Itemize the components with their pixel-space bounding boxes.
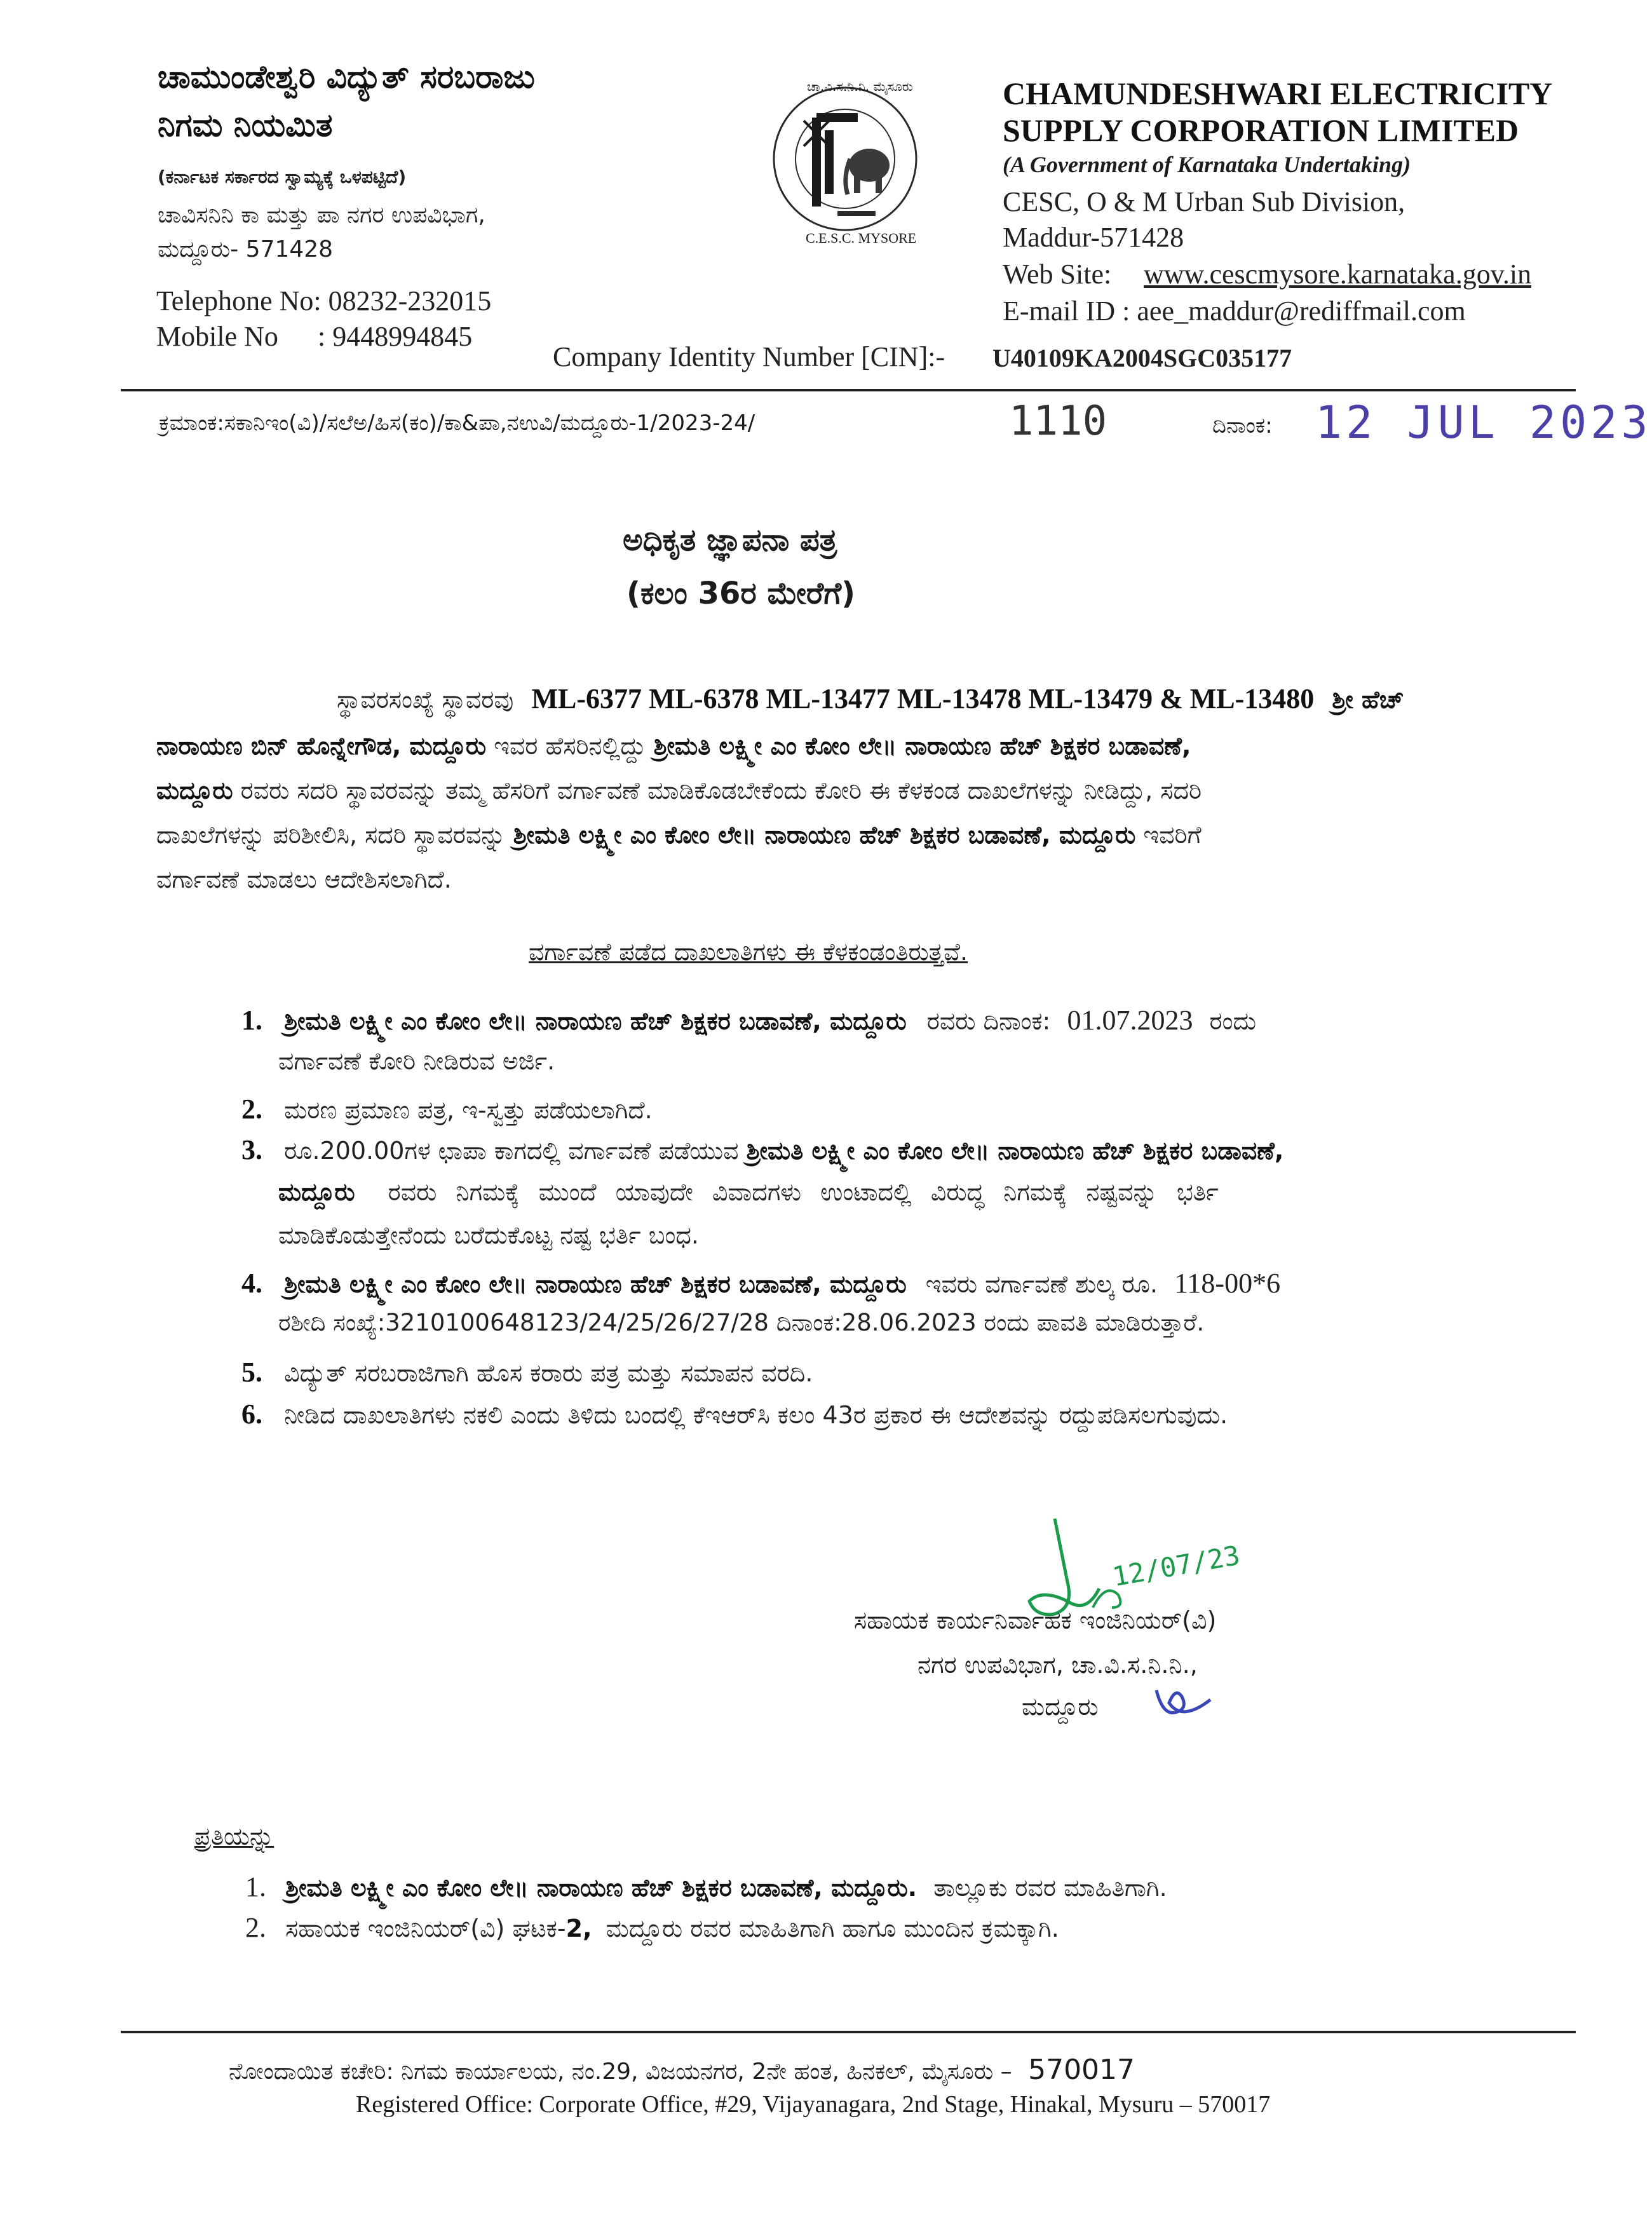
- logo-top-text: ಚಾ.ವಿ.ಸ.ನಿ.ನಿ. ಮೈಸೂರು: [807, 79, 913, 94]
- kn-office-line2: ಮದ್ದೂರು- 571428: [158, 236, 334, 262]
- en-office-line1: CESC, O & M Urban Sub Division,: [1003, 186, 1405, 217]
- en-company-name-line1: CHAMUNDESHWARI ELECTRICITY: [1003, 76, 1553, 111]
- mobile-label: Mobile No: [156, 321, 278, 352]
- list-item-bold: ಶ್ರೀಮತಿ ಲಕ್ಷ್ಮೀ ಎಂ ಕೋಂ ಲೇ॥ ನಾರಾಯಣ ಹೆಚ್ ಶಿಕ್ಷಕರ ಬಡಾವಣೆ, ಮದ್ದೂರು: [284, 1007, 907, 1035]
- initials-icon: [1150, 1677, 1220, 1728]
- list-item-bold: ಶ್ರೀಮತಿ ಲಕ್ಷ್ಮೀ ಎಂ ಕೋಂ ಲೇ॥ ನಾರಾಯಣ ಹೆಚ್ ಶಿಕ್ಷಕರ ಬಡಾವಣೆ, ಮದ್ದೂರು.: [285, 1874, 917, 1902]
- body-line-2: [156, 724, 1191, 768]
- list-item-bold: 2,: [565, 1914, 592, 1942]
- list-item: [241, 1134, 1283, 1166]
- list-item-continuation: ರಶೀದಿ ಸಂಖ್ಯೆ:3210100648123/24/25/26/27/28 ದಿನಾಂಕ:28.06.2023 ರಂದು ಪಾವತಿ ಮಾಡಿರುತ್ತಾರೆ.: [278, 1309, 1205, 1336]
- list-item-continuation: ವರ್ಗಾವಣೆ ಕೋರಿ ನೀಡಿರುವ ಅರ್ಜಿ.: [278, 1047, 555, 1075]
- list-item-text: ಮರಣ ಪ್ರಮಾಣ ಪತ್ರ, ಇ-ಸ್ವತ್ತು ಪಡೆಯಲಾಗಿದೆ.: [284, 1096, 653, 1124]
- list-item: [241, 1356, 813, 1388]
- list-item-text: ತಾಲ್ಲೂಕು ರವರ ಮಾಹಿತಿಗಾಗಿ.: [933, 1874, 1167, 1902]
- kn-company-name-line1: ಚಾಮುಂಡೇಶ್ವರಿ ವಿದ್ಯುತ್ ಸರಬರಾಜು: [158, 58, 535, 95]
- logo-bottom-text: C.E.S.C. MYSORE: [806, 230, 917, 246]
- list-item-text: ಇವರು ವರ್ಗಾವಣೆ ಶುಲ್ಕ ರೂ.: [925, 1270, 1158, 1298]
- header-divider: [121, 389, 1576, 391]
- signature-date: 12/07/23: [1110, 1539, 1243, 1593]
- list-item-bold: ಶ್ರೀಮತಿ ಲಕ್ಷ್ಮೀ ಎಂ ಕೋಂ ಲೇ॥ ನಾರಾಯಣ ಹೆಚ್ ಶಿಕ್ಷಕರ ಬಡಾವಣೆ, ಮದ್ದೂರು: [284, 1270, 907, 1298]
- body-text-segment: ದಾಖಲೆಗಳನ್ನು ಪರಿಶೀಲಿಸಿ, ಸದರಿ ಸ್ಥಾವರವನ್ನು: [156, 821, 506, 849]
- applicant-name: ಶ್ರೀಮತಿ ಲಕ್ಷ್ಮೀ ಎಂ ಕೋಂ ಲೇ॥ ನಾರಾಯಣ ಹೆಚ್ ಶಿಕ್ಷಕರ ಬಡಾವಣೆ,: [653, 732, 1191, 760]
- email-address: E-mail ID : aee_maddur@rediffmail.com: [1003, 295, 1466, 327]
- list-item-number: 2.: [245, 1912, 266, 1943]
- list-item-text: ನೀಡಿದ ದಾಖಲಾತಿಗಳು ನಕಲಿ ಎಂದು ತಿಳಿದು ಬಂದಲ್ಲಿ ಕೆಇಆರ್‌ಸಿ ಕಲಂ 43ರ ಪ್ರಕಾರ ಈ ಆದೇಶವನ್ನು ರದ್ದುಪಡಿಸಲಗುವುದು.: [284, 1401, 1228, 1429]
- body-text-segment: ಇವರಿಗೆ: [1143, 821, 1202, 849]
- copies-heading: ಪ್ರತಿಯನ್ನು: [194, 1822, 274, 1850]
- footer-divider: [121, 2031, 1576, 2033]
- website-label: Web Site:: [1003, 259, 1112, 290]
- kn-office-line1: ಚಾವಿಸನಿನಿ ಕಾ ಮತ್ತು ಪಾ ನಗರ ಉಪವಿಭಾಗ,: [158, 202, 485, 228]
- list-item-number: 4.: [241, 1268, 262, 1299]
- applicant-name: ಶ್ರೀಮತಿ ಲಕ್ಷ್ಮೀ ಎಂ ಕೋಂ ಲೇ॥ ನಾರಾಯಣ ಹೆಚ್ ಶಿಕ್ಷಕರ ಬಡಾವಣೆ, ಮದ್ದೂರು: [513, 821, 1136, 849]
- website-link[interactable]: www.cescmysore.karnataka.gov.in: [1144, 259, 1532, 290]
- list-item: [241, 1267, 1280, 1299]
- body-line-4: [156, 813, 1202, 857]
- date-stamp: 12 JUL 2023: [1315, 396, 1652, 449]
- list-item-bold: ಶ್ರೀಮತಿ ಲಕ್ಷ್ಮೀ ಎಂ ಕೋಂ ಲೇ॥ ನಾರಾಯಣ ಹೆಚ್ ಶಿಕ್ಷಕರ ಬಡಾವಣೆ,: [746, 1137, 1284, 1165]
- body-line-5: ವರ್ಗಾವಣೆ ಮಾಡಲು ಆದೇಶಿಸಲಾಗಿದೆ.: [156, 865, 452, 893]
- transfer-fee-amount: 118-00*6: [1174, 1268, 1281, 1299]
- footer-kn-address: [229, 2054, 1135, 2086]
- en-govt-note: (A Government of Karnataka Undertaking): [1003, 152, 1411, 177]
- list-item-number: 3.: [241, 1134, 262, 1165]
- list-item-number: 1.: [241, 1005, 262, 1036]
- body-text-segment: ಸ್ಥಾವರಸಂಖ್ಯೆ ಸ್ಥಾವರವು: [337, 686, 514, 714]
- list-item-text: ರಂದು: [1209, 1007, 1257, 1035]
- list-item-text: ರವರು ದಿನಾಂಕ:: [926, 1007, 1051, 1035]
- applicant-place: ಮದ್ದೂರು: [156, 776, 233, 804]
- list-item-number: 2.: [241, 1094, 262, 1125]
- documents-heading: ವರ್ಗಾವಣೆ ಪಡೆದ ದಾಖಲಾತಿಗಳು ಈ ಕೆಳಕಂಡಂತಿರುತ್ತವೆ.: [529, 938, 968, 966]
- footer-kn-text: ನೋಂದಾಯಿತ ಕಚೇರಿ: ನಿಗಮ ಕಾರ್ಯಾಲಯ, ನಂ.29, ವಿಜಯನಗರ, 2ನೇ ಹಂತ, ಹಿನಕಲ್, ಮೈಸೂರು –: [229, 2059, 1012, 2085]
- body-text-segment: ಇವರ ಹೆಸರಿನಲ್ಲಿದ್ದು: [494, 732, 646, 760]
- cesc-logo: [769, 70, 921, 254]
- en-office-line2: Maddur-571428: [1003, 222, 1184, 253]
- list-item-number: 1.: [245, 1871, 266, 1902]
- signatory-office: ನಗರ ಉಪವಿಭಾಗ, ಚಾ.ವಿ.ಸ.ನಿ.ನಿ.,: [917, 1651, 1198, 1679]
- body-text-segment: ರವರು ಸದರಿ ಸ್ಥಾವರವನ್ನು ತಮ್ಮ ಹೆಸರಿಗೆ ವರ್ಗಾವಣೆ ಮಾಡಿಕೊಡಬೇಕೆಂದು ಕೋರಿ ಈ ಕೆಳಕಂಡ ದಾಖಲೆಗಳನ್ನು ನೀಡಿದ್ದು, ಸದರಿ: [240, 776, 1202, 804]
- list-item-text: ವಿದ್ಯುತ್ ಸರಬರಾಜಿಗಾಗಿ ಹೊಸ ಕರಾರು ಪತ್ರ ಮತ್ತು ಸಮಾಪನ ವರದಿ.: [284, 1359, 813, 1387]
- list-item-number: 6.: [241, 1399, 262, 1430]
- list-item-number: 5.: [241, 1357, 262, 1388]
- kn-company-name-line2: ನಿಗಮ ನಿಯಮಿತ: [158, 107, 333, 144]
- cin-number: U40109KA2004SGC035177: [992, 344, 1292, 372]
- en-company-name-line2: SUPPLY CORPORATION LIMITED: [1003, 112, 1519, 148]
- list-item: [245, 1911, 1059, 1944]
- list-item-continuation: ಮಾಡಿಕೊಡುತ್ತೇನೆಂದು ಬರೆದುಕೊಟ್ಟ ನಷ್ಟ ಭರ್ತಿ ಬಂಧ.: [278, 1221, 699, 1249]
- list-item-continuation: [278, 1178, 1219, 1207]
- list-item-text: ಮದ್ದೂರು ರವರ ಮಾಹಿತಿಗಾಗಿ ಹಾಗೂ ಮುಂದಿನ ಕ್ರಮಕ್ಕಾಗಿ.: [606, 1914, 1059, 1942]
- list-item: [241, 1004, 1256, 1036]
- telephone-number: Telephone No: 08232-232015: [156, 285, 492, 316]
- signatory-place: ಮದ್ದೂರು: [1022, 1693, 1099, 1721]
- kn-govt-note: (ಕರ್ನಾಟಕ ಸರ್ಕಾರದ ಸ್ವಾಮ್ಯಕ್ಕೆ ಒಳಪಟ್ಟಿದೆ): [158, 166, 407, 187]
- memo-title: ಅಧಿಕೃತ ಜ್ಞಾಪನಾ ಪತ್ರ: [623, 522, 837, 558]
- list-item-text: ರವರು ನಿಗಮಕ್ಕೆ ಮುಂದೆ ಯಾವುದೇ ವಿವಾದಗಳು ಉಂಟಾದಲ್ಲಿ ವಿರುದ್ಧ ನಿಗಮಕ್ಕೆ ನಷ್ಟವನ್ನು ಭರ್ತಿ: [388, 1178, 1219, 1206]
- body-line-1: [337, 677, 1404, 721]
- list-item: [241, 1093, 653, 1125]
- reference-number: ಕ್ರಮಾಂಕ:ಸಕಾನಿಇಂ(ವಿ)/ಸಲೆಅ/ಹಿಸ(ಕಂ)/ಕಾ&ಪಾ,ನಉವಿ/ಮದ್ದೂರು-1/2023-24/: [159, 410, 755, 436]
- list-item-text: ರೂ.200.00ಗಳ ಛಾಪಾ ಕಾಗದಲ್ಲಿ ವರ್ಗಾವಣೆ ಪಡೆಯುವ: [284, 1137, 739, 1165]
- mobile-number: : 9448994845: [318, 321, 473, 352]
- cesc-logo-emblem-icon: [769, 70, 921, 254]
- installation-numbers: ML-6377 ML-6378 ML-13477 ML-13478 ML-13479 & ML-13480: [531, 683, 1315, 714]
- signatory-designation: ಸಹಾಯಕ ಕಾರ್ಯನಿರ್ವಾಹಕ ಇಂಜಿನಿಯರ್(ವಿ): [854, 1606, 1217, 1634]
- list-item: [245, 1871, 1167, 1903]
- owner-name: ನಾರಾಯಣ ಬಿನ್ ಹೊನ್ನೇಗೌಡ, ಮದ್ದೂರು: [156, 732, 487, 760]
- footer-en-address: Registered Office: Corporate Office, #29, Vijayanagara, 2nd Stage, Hinakal, Mysuru – 570017: [356, 2091, 1271, 2118]
- list-item-text: ಸಹಾಯಕ ಇಂಜಿನಿಯರ್(ವಿ) ಘಟಕ-: [285, 1914, 566, 1942]
- list-item-date: 01.07.2023: [1067, 1005, 1193, 1036]
- handwritten-ref-no: 1110: [1009, 398, 1107, 445]
- body-text-segment: ಶ್ರೀ ಹೆಚ್: [1332, 686, 1404, 714]
- body-line-3: [156, 769, 1202, 812]
- footer-kn-pin: 570017: [1028, 2054, 1135, 2086]
- list-item-bold: ಮದ್ದೂರು: [278, 1178, 355, 1206]
- date-label: ದಿನಾಂಕ:: [1212, 413, 1273, 438]
- list-item: [241, 1398, 1228, 1430]
- cin-label: Company Identity Number [CIN]:-: [553, 341, 945, 372]
- memo-subtitle: (ಕಲಂ 36ರ ಮೇರೆಗೆ): [626, 576, 856, 611]
